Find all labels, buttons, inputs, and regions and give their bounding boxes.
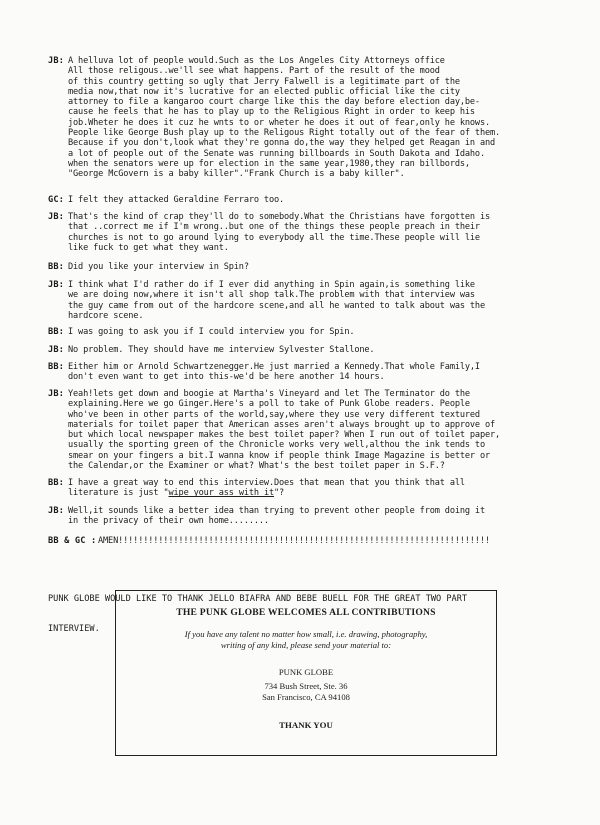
text-line: AMEN!!!!!!!!!!!!!!!!!!!!!!!!!!!!!!!!!!!!!!!!!!!!!!!!!!!!!!!!!!!!!!!!!!!!!!!!!! [98, 536, 490, 546]
text-line: Yeah!lets get down and boogie at Martha's Vineyard and let The Terminator do the [68, 389, 470, 399]
speaker-label: JB: [48, 389, 65, 399]
text-line: who've been in other parts of the world,say,where they use very different textured [68, 409, 480, 420]
text-line: I felt they attacked Geraldine Ferraro too. [68, 195, 285, 205]
text-line: literature is just "wipe your ass with it"? [68, 488, 285, 499]
speaker-label: JB: [48, 280, 65, 290]
speaker-label: GC: [48, 195, 65, 205]
entry-text [68, 212, 574, 253]
entry-text [68, 389, 574, 471]
text-line: Because if you don't,look what they're gonna do,the way they helped get Reagan in and [68, 138, 496, 149]
speaker-label: BB: [48, 478, 65, 488]
text-line: Well,it sounds like a better idea than trying to prevent other people from doing it [68, 506, 485, 516]
text-line: "George McGovern is a baby killer"."Frank Church is a baby killer". [68, 169, 405, 180]
text-line: hardcore scene. [68, 310, 144, 321]
text-line: when the senators were up for election in the same year,1980,they ran billbords, [68, 158, 470, 169]
text-line: People like George Bush play up to the Religous Right totally out of the fear of them. [68, 128, 501, 139]
text-line: That's the kind of crap they'll do to somebody.What the Christians have forgotten is [68, 212, 491, 222]
text-line: that ..correct me if I'm wrong..but one of the things these people preach in their [68, 222, 480, 233]
text-segment: "? [274, 488, 285, 499]
closing-thanks-line: INTERVIEW. [48, 624, 100, 635]
text-line: of this country getting so ugly that Jerry Falwell is a legitimate part of the [68, 76, 460, 87]
entry-text [98, 536, 600, 546]
contributions-note [146, 629, 466, 651]
text-line: job.Wheter he does it cuz he wnts to or wheter he does it out of fear,only he knows. [68, 117, 491, 128]
speaker-label: JB: [48, 506, 65, 516]
text-line: No problem. They should have me interview Sylvester Stallone. [68, 345, 375, 355]
text-line: usually the sporting green of the Chronicle works very well,althou the ink tends to [68, 440, 485, 451]
entry-text [68, 506, 574, 527]
text-line: but which local newspaper makes the best toilet paper? When I run out of toilet paper, [68, 430, 501, 441]
speaker-label: BB: [48, 327, 65, 337]
address-city: San Francisco, CA 94108 [262, 692, 350, 702]
text-line: smear on your fingers a bit.I wanna know if people think Image Magazine is better or [68, 450, 491, 461]
contributions-title: THE PUNK GLOBE WELCOMES ALL CONTRIBUTIONS [176, 607, 436, 618]
text-line: a lot of people out of the Senate was running billboards in South Dakota and Idaho. [68, 148, 485, 159]
address-name: PUNK GLOBE [278, 667, 334, 677]
text-line: don't even want to get into this-we'd be here another 14 hours. [68, 372, 385, 383]
speaker-label: JB: [48, 56, 65, 66]
speaker-label: BB & GC : [48, 536, 97, 546]
text-line: I think what I'd rather do if I ever did anything in Spin again,is something like [68, 280, 475, 290]
contributions-box [115, 590, 497, 756]
text-line: cause he feels that he has to play up to the Religious Right in order to keep his [68, 107, 475, 118]
entry-text [68, 345, 574, 355]
entry-text [68, 362, 574, 383]
entry-text [68, 327, 574, 337]
underlined-phrase: wipe your ass with it [168, 488, 275, 499]
speaker-label: BB: [48, 262, 65, 272]
text-line: A helluva lot of people would.Such as the Los Angeles City Attorneys office [68, 56, 445, 66]
text-segment: literature is just [68, 488, 159, 499]
speaker-label: BB: [48, 362, 65, 372]
text-line: media now,that now it's lucrative for an elected public official like the city [68, 86, 460, 97]
entry-text [68, 56, 574, 180]
text-line: like fuck to get what they want. [68, 242, 229, 253]
text-line: I have a great way to end this interview.Does that mean that you think that all [68, 478, 465, 488]
entry-text [68, 478, 574, 499]
text-line: All those religous..we'll see what happens. Part of the result of the mood [68, 66, 440, 77]
speaker-label: JB: [48, 212, 65, 222]
text-line: materials for toilet paper that American asses aren't always brought up to approve of [68, 419, 496, 430]
text-line: churches is not to go around lying to everybody all the time.These people will lie [68, 232, 480, 243]
text-line: the guy came from out of the hardcore scene,and all he wanted to talk about was the [68, 300, 485, 311]
entry-text [68, 195, 574, 205]
speaker-label: JB: [48, 345, 65, 355]
contributions-note-line: writing of any kind, please send your material to: [220, 640, 392, 650]
entry-text [68, 280, 574, 321]
text-line: attorney to file a kangaroo court charge like this the day before election day,be- [68, 97, 480, 108]
text-line: the Calendar,or the Examiner or what? What's the best toilet paper in S.F.? [68, 461, 445, 472]
text-line: we are doing now,where it isn't all shop talk.The problem with that interview was [68, 290, 475, 301]
address-street: 734 Bush Street, Ste. 36 [264, 680, 348, 691]
text-line: Did you like your interview in Spin? [68, 262, 249, 272]
text-line: explaining.Here we go Ginger.Here's a poll to take of Punk Globe readers. People [68, 399, 470, 410]
thank-you-text: THANK YOU [279, 720, 333, 730]
text-line: in the privacy of their own home........ [68, 516, 269, 527]
closing-thanks-line: PUNK GLOBE WOULD LIKE TO THANK JELLO BIAFRA AND BEBE BUELL FOR THE GREAT TWO PART [48, 593, 468, 604]
entry-text [68, 262, 574, 272]
contributions-note-line: If you have any talent no matter how small, i.e. drawing, photography, [184, 629, 428, 639]
text-line: I was going to ask you if I could interview you for Spin. [68, 327, 355, 337]
mailing-address [116, 667, 496, 704]
text-line: Either him or Arnold Schwartzenegger.He just married a Kennedy.That whole Family,I [68, 362, 480, 372]
